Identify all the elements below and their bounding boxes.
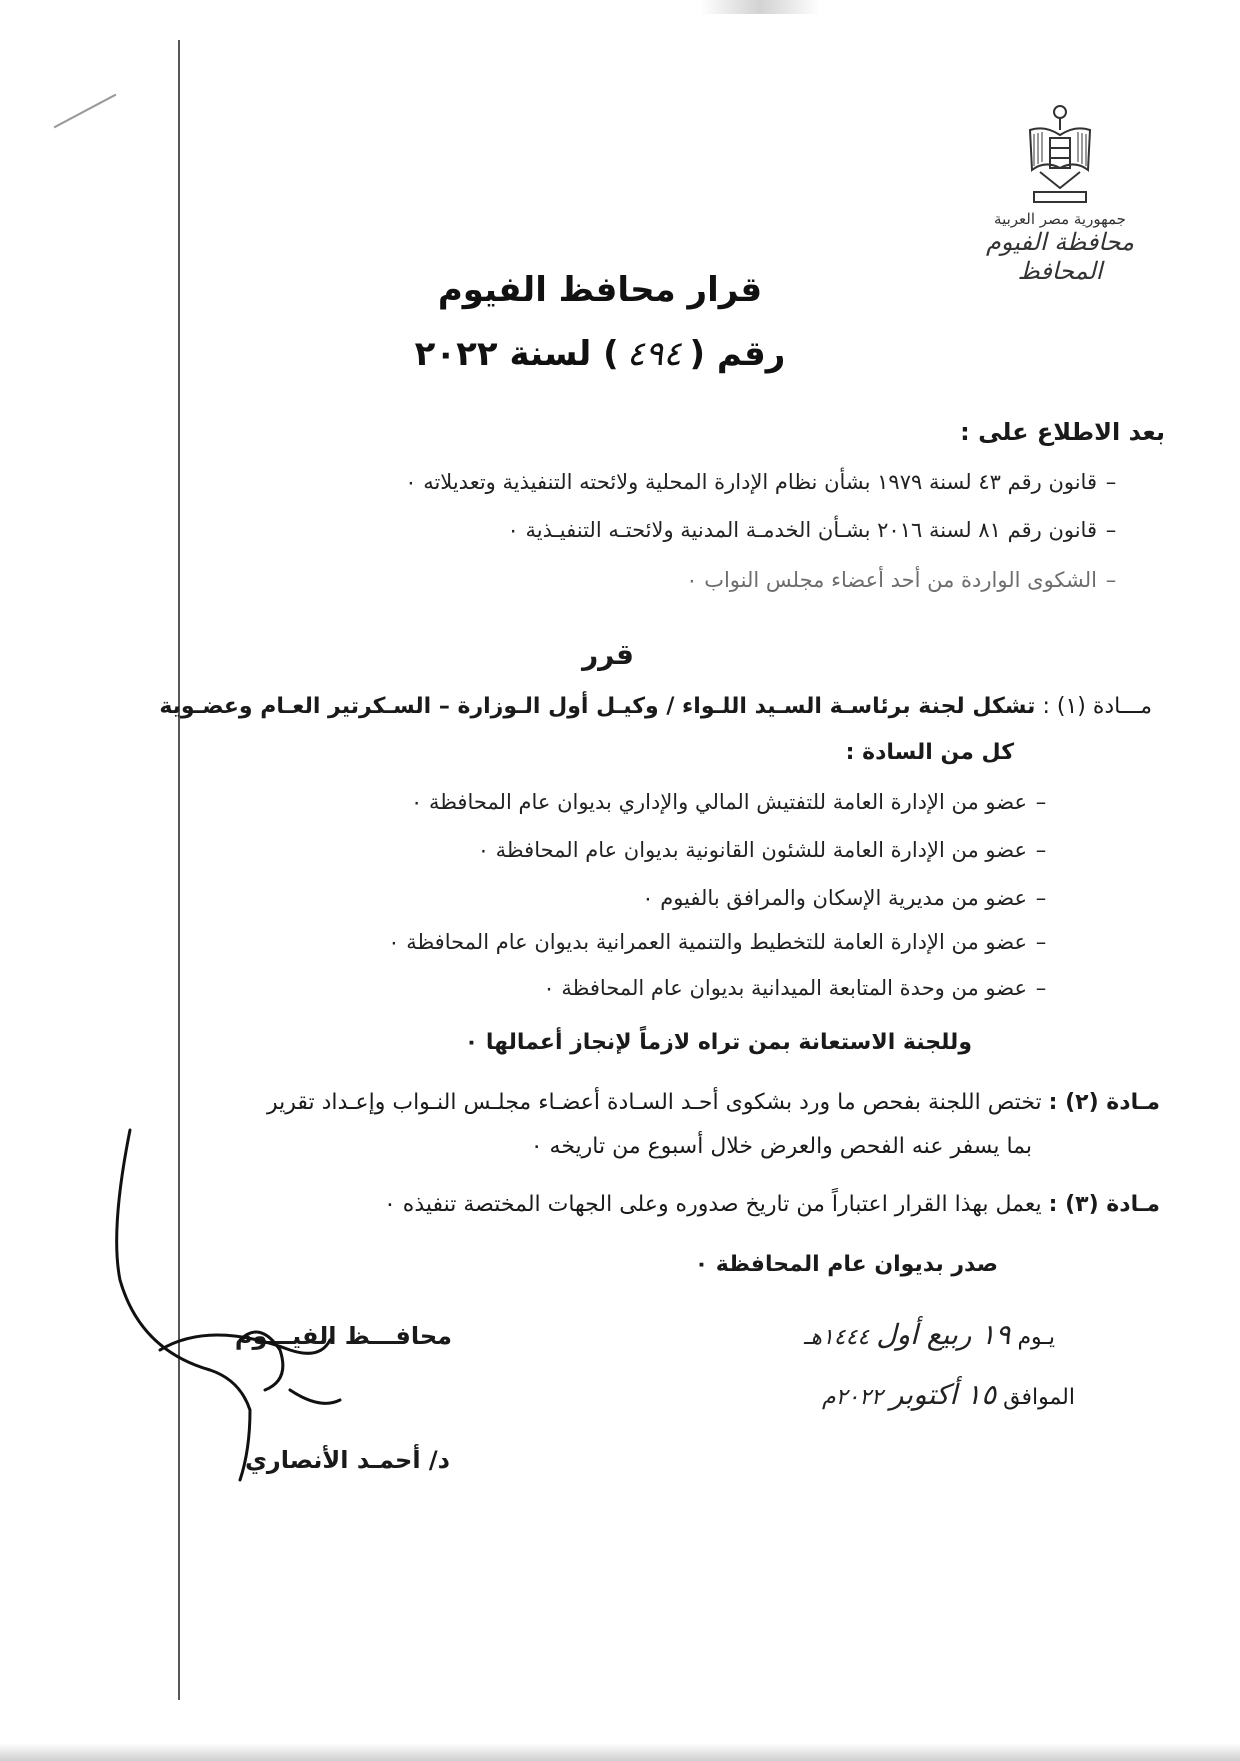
preamble-heading: بعد الاطلاع على :: [960, 418, 1165, 446]
gregorian-date-prefix: الموافق: [1003, 1385, 1075, 1410]
committee-note: وللجنة الاستعانة بمن تراه لازماً لإنجاز أعمالها ٠: [464, 1030, 972, 1055]
article-1-label: مـــادة (١) :: [1042, 694, 1152, 719]
hijri-date: [804, 1318, 1055, 1351]
gregorian-date-year: ٢٠٢٢م: [821, 1385, 883, 1410]
article-3: [384, 1192, 1160, 1217]
article-1-text: تشكل لجنة برئاسـة السـيد اللـواء / وكيـل أول الـوزارة – السـكرتير العـام وعضـوية: [159, 694, 1036, 719]
committee-member: –عضو من الإدارة العامة للتفتيش المالي والإداري بديوان عام المحافظة ٠: [410, 790, 1047, 814]
issued-statement: صدر بديوان عام المحافظة ٠: [694, 1252, 998, 1277]
article-2-text: تختص اللجنة بفحص ما ورد بشكوى أحـد السـادة أعضـاء مجلـس النـواب وإعـداد تقرير: [266, 1090, 1042, 1115]
preamble-item: –قانون رقم ٨١ لسنة ٢٠١٦ بشـأن الخدمـة المدنية ولائحتـه التنفيـذية ٠: [507, 518, 1117, 542]
article-2-continuation: بما يسفر عنه الفحص والعرض خلال أسبوع من تاريخه ٠: [530, 1134, 1032, 1159]
gregorian-date-handwritten: ١٥ أكتوبر: [889, 1378, 997, 1411]
letterhead-line-3: المحافظ: [1017, 256, 1103, 285]
hijri-date-prefix: يـوم: [1017, 1325, 1055, 1350]
article-2-label: مـادة (٢) :: [1048, 1090, 1160, 1115]
scan-mark: [54, 94, 117, 129]
decree-number-prefix: رقم (: [689, 334, 786, 374]
committee-member: –عضو من وحدة المتابعة الميدانية بديوان عام المحافظة ٠: [543, 976, 1047, 1000]
article-3-text: يعمل بهذا القرار اعتباراً من تاريخ صدوره وعلى الجهات المختصة تنفيذه ٠: [383, 1192, 1042, 1217]
article-3-label: مـادة (٣) :: [1048, 1192, 1160, 1217]
letterhead-line-2: محافظة الفيوم: [986, 228, 1134, 256]
letterhead-line-1: جمهورية مصر العربية: [994, 210, 1126, 228]
preamble-item: –الشكوى الواردة من أحد أعضاء مجلس النواب ٠: [686, 568, 1117, 592]
letterhead: [985, 100, 1135, 330]
decree-number: [380, 334, 820, 374]
scan-smudge: [700, 0, 820, 14]
committee-member: –عضو من الإدارة العامة للتخطيط والتنمية العمرانية بديوان عام المحافظة ٠: [388, 930, 1047, 954]
article-1: [159, 694, 1152, 719]
decree-number-handwritten: ٤٩٤: [626, 334, 682, 374]
article-1-continuation: كل من السادة :: [845, 740, 1014, 765]
decree-title: قرار محافظ الفيوم: [437, 270, 763, 310]
preamble-item: –قانون رقم ٤٣ لسنة ١٩٧٩ بشأن نظام الإدارة المحلية ولائحته التنفيذية وتعديلاته ٠: [405, 470, 1117, 494]
decree-number-suffix: ) لسنة ٢٠٢٢: [414, 334, 619, 374]
gregorian-date: [822, 1378, 1075, 1411]
scan-edge-shadow: [0, 1743, 1240, 1761]
handwritten-signature: [90, 1110, 350, 1490]
committee-member: –عضو من مديرية الإسكان والمرافق بالفيوم ٠: [642, 886, 1047, 910]
article-2: [267, 1090, 1160, 1115]
signatory-name: د/ أحمـد الأنصاري: [244, 1446, 450, 1474]
decision-heading: قرر: [582, 638, 634, 671]
eagle-emblem-icon: [1020, 100, 1100, 210]
signatory-title: محافـــظ الفيـــوم: [234, 1322, 452, 1350]
hijri-date-year: ١٤٤٤هـ: [803, 1325, 870, 1350]
committee-member: –عضو من الإدارة العامة للشئون القانونية بديوان عام المحافظة ٠: [477, 838, 1047, 862]
hijri-date-handwritten: ١٩ ربيع أول: [876, 1318, 1011, 1351]
